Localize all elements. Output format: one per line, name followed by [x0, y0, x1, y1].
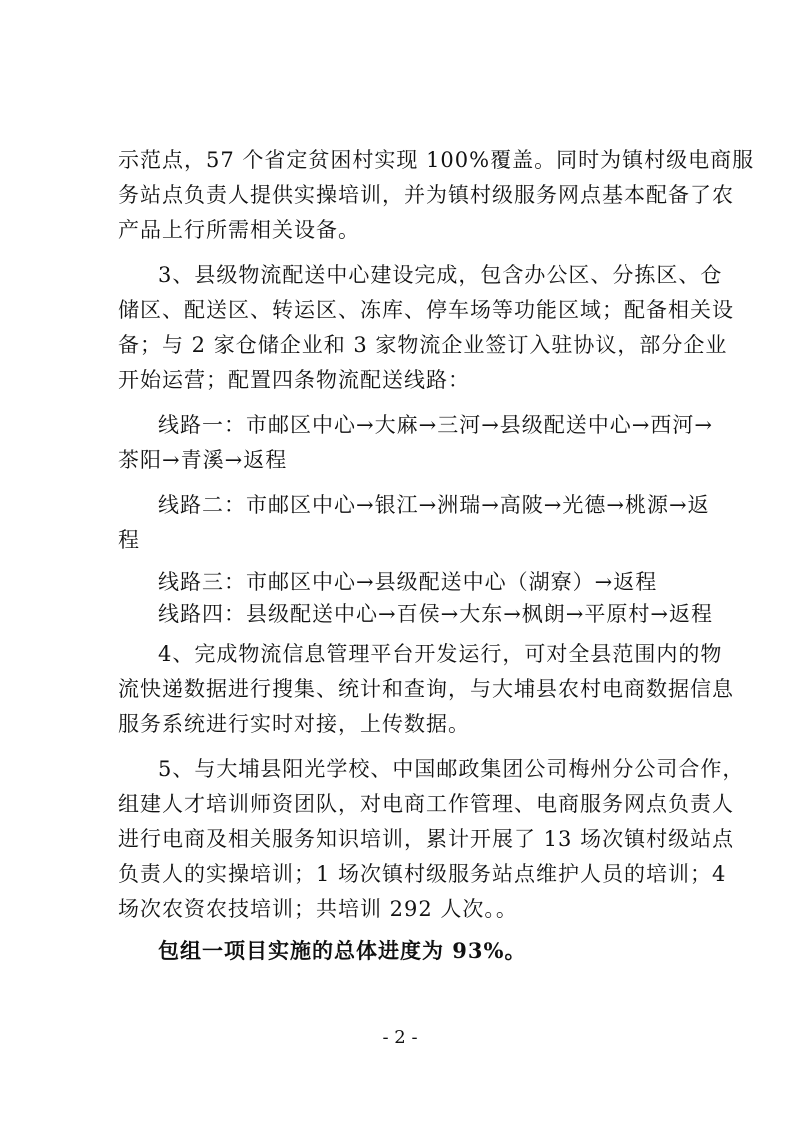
item-4-line-2: 流快递数据进行搜集、统计和查询，与大埔县农村电商数据信息	[118, 677, 734, 701]
item-3-line-1: 3、县级物流配送中心建设完成，包含办公区、分拣区、仓	[158, 263, 723, 287]
item-5-line-1: 5、与大埔县阳光学校、中国邮政集团公司梅州分公司合作，	[158, 757, 745, 781]
item-5-line-4: 负责人的实操培训；1 场次镇村级服务站点维护人员的培训；4	[118, 862, 727, 886]
route-2-line-2: 程	[118, 528, 140, 552]
route-3-line: 线路三：市邮区中心→县级配送中心（湖寮）→返程	[158, 570, 658, 594]
body-line-1: 示范点，57 个省定贫困村实现 100%覆盖。同时为镇村级电商服	[118, 148, 755, 172]
page-number: - 2 -	[382, 1027, 418, 1048]
item-4-line-3: 服务系统进行实时对接，上传数据。	[118, 712, 470, 736]
route-1-line-1: 线路一：市邮区中心→大麻→三河→县级配送中心→西河→	[158, 413, 713, 437]
body-line-3: 产品上行所需相关设备。	[118, 218, 360, 242]
route-4-line: 线路四：县级配送中心→百侯→大东→枫朗→平原村→返程	[158, 602, 713, 626]
item-3-line-3: 备；与 2 家仓储企业和 3 家物流企业签订入驻协议，部分企业	[118, 333, 728, 357]
item-3-line-2: 储区、配送区、转运区、冻库、停车场等功能区域；配备相关设	[118, 298, 734, 322]
route-2-line-1: 线路二：市邮区中心→银江→洲瑞→高陂→光德→桃源→返	[158, 493, 710, 517]
item-4-line-1: 4、完成物流信息管理平台开发运行，可对全县范围内的物	[158, 642, 723, 666]
item-5-line-5: 场次农资农技培训；共培训 292 人次。。	[118, 897, 518, 921]
summary-line: 包组一项目实施的总体进度为 93%。	[158, 938, 527, 963]
item-5-line-2: 组建人才培训师资团队，对电商工作管理、电商服务网点负责人	[118, 792, 734, 816]
item-3-line-4: 开始运营；配置四条物流配送线路：	[118, 368, 470, 392]
body-line-2: 务站点负责人提供实操培训，并为镇村级服务网点基本配备了农	[118, 183, 734, 207]
item-5-line-3: 进行电商及相关服务知识培训，累计开展了 13 场次镇村级站点	[118, 827, 735, 851]
route-1-line-2: 茶阳→青溪→返程	[118, 448, 288, 472]
